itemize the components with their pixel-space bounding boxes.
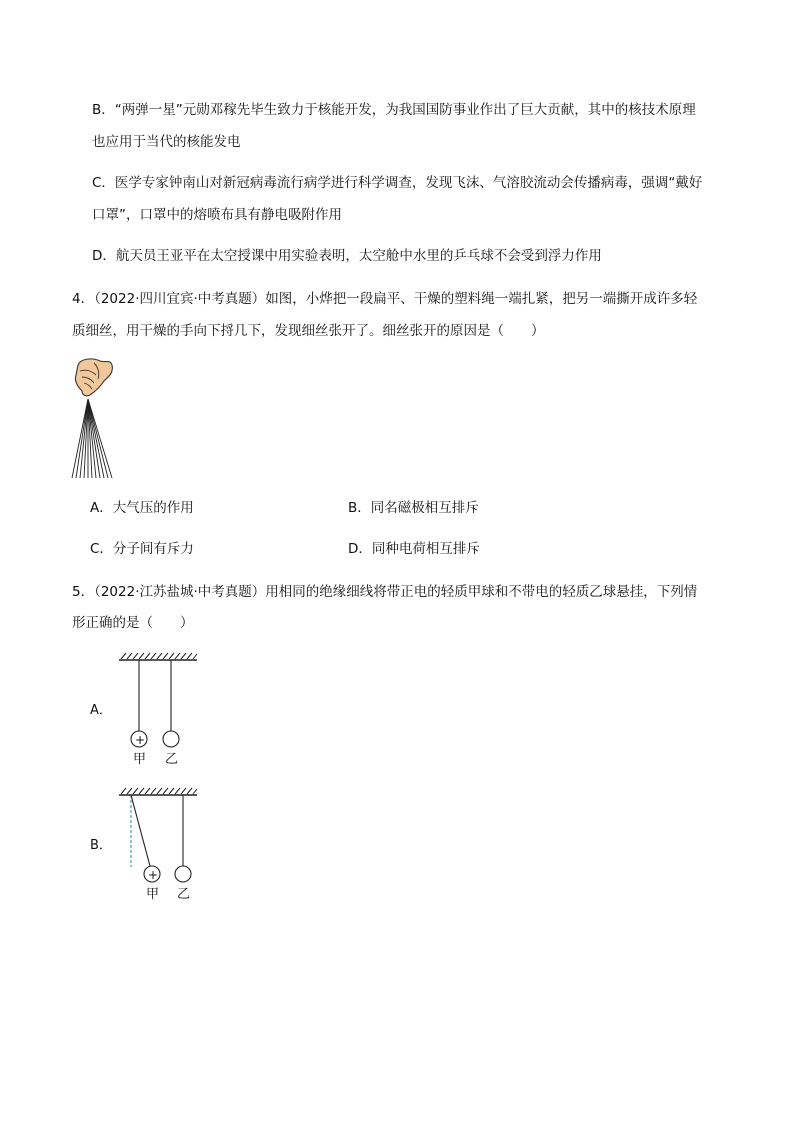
hand-shape (75, 359, 112, 396)
prev-option-c-line1: C．医学专家钟南山对新冠病毒流行病学进行科学调查，发现飞沫、气溶胶流动会传播病毒，强调“戴好 (92, 175, 703, 191)
ball-label-yi-b: 乙 (177, 887, 191, 902)
q5-option-b-label: B． (90, 838, 112, 853)
ball-label-jia-a: 甲 (133, 752, 147, 767)
q4-option-d: D．同种电荷相互排斥 (348, 541, 480, 557)
q4-stem-line2: 质细丝，用干燥的手向下捋几下，发现细丝张开了。细丝张开的原因是（ ） (72, 323, 545, 339)
prev-option-b-line2: 也应用于当代的核能发电 (92, 134, 241, 150)
ball-label-yi-a: 乙 (165, 752, 179, 767)
q4-stem-line1: 4．（2022·四川宜宾·中考真题）如图，小烨把一段扁平、干燥的塑料绳一端扎紧，把另一端撕开成许多轻 (72, 291, 698, 307)
q5-option-a-label: A． (90, 703, 112, 718)
plus-sign-b: + (148, 868, 159, 882)
ball-yi-b (175, 866, 191, 882)
prev-option-b-line1: B．“两弹一星”元勋邓稼先毕生致力于核能开发，为我国国防事业作出了巨大贡献，其中的核技术原理 (92, 102, 696, 118)
plus-sign-a: + (135, 733, 146, 747)
q5-diagram-b (117, 787, 199, 877)
ball-yi-a (163, 731, 179, 747)
prev-option-c-line2: 口罩”，口罩中的熔喷布具有静电吸附作用 (92, 207, 342, 223)
hand-strands-figure (70, 355, 130, 480)
q4-option-c: C．分子间有斥力 (90, 541, 194, 557)
q5-stem-line2: 形正确的是（ ） (72, 615, 194, 631)
q4-option-b: B．同名磁极相互排斥 (348, 500, 479, 516)
ball-label-jia-b: 甲 (146, 887, 160, 902)
q5-stem-line1: 5．（2022·江苏盐城·中考真题）用相同的绝缘细线将带正电的轻质甲球和不带电的轻质乙球悬挂，下列情 (72, 584, 698, 600)
q5-diagram-a (117, 652, 199, 742)
prev-option-d: D．航天员王亚平在太空授课中用实验表明，太空舱中水里的乒乓球不会受到浮力作用 (92, 248, 602, 264)
q4-option-a: A．大气压的作用 (90, 500, 194, 516)
